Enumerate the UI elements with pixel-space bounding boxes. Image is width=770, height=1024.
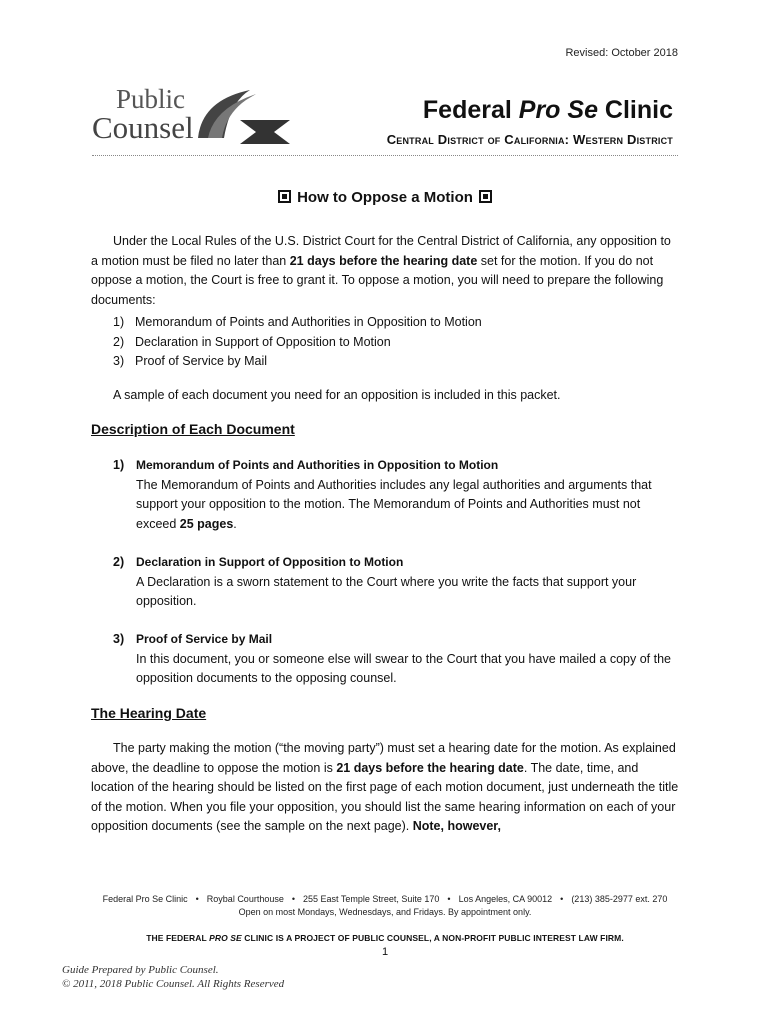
- intro-paragraph: Under the Local Rules of the U.S. District Court for the Central District of California, any opposition to a motion must be filed no later than 21 days before the hearing date set for the motion. If you do not oppose a motion, the Court is free to grant it. To oppose a motion, you will need to prepare the following documents:: [91, 234, 671, 307]
- list-item: 1) Memorandum of Points and Authorities in Opposition to Motion: [113, 315, 482, 329]
- square-bullet-icon: [479, 190, 492, 203]
- description-item: 2) Declaration in Support of Opposition to Motion A Declaration is a sworn statement to the Court where you write the facts that support your opposition.: [113, 553, 673, 612]
- footer-line2: Open on most Mondays, Wednesdays, and Fridays. By appointment only.: [238, 907, 532, 917]
- footer-project-note: THE FEDERAL PRO SE CLINIC IS A PROJECT OF PUBLIC COUNSEL, A NON-PROFIT PUBLIC INTEREST LAW FIRM.: [146, 933, 624, 943]
- heading-text: How to Oppose a Motion: [297, 189, 473, 206]
- logo-line1: Public: [116, 84, 186, 114]
- revised-date: Revised: October 2018: [565, 47, 678, 59]
- description-item: 3) Proof of Service by Mail In this document, you or someone else will swear to the Court that you have mailed a copy of the opposition documents to the opposing counsel.: [113, 630, 673, 689]
- footer-line1: Federal Pro Se Clinic • Roybal Courthouse • 255 East Temple Street, Suite 170 • Los Angeles, CA 90012 • (213) 385-2977 ext. 270: [102, 894, 668, 904]
- item-text: The Memorandum of Points and Authorities includes any legal authorities and arguments that support your opposition to the motion. The Memorandum of Points and Authorities must not exceed 25 pages.: [136, 477, 652, 531]
- item-heading: Declaration in Support of Opposition to Motion: [136, 555, 404, 569]
- documents-list: [113, 313, 673, 372]
- public-counsel-logo: [90, 80, 295, 144]
- section-title-hearing: The Hearing Date: [91, 705, 207, 721]
- clinic-title: Federal Pro Se Clinic: [422, 96, 673, 124]
- guide-credit: Guide Prepared by Public Counsel. © 2011, 2018 Public Counsel. All Rights Reserved: [62, 964, 285, 990]
- page-number: 1: [381, 946, 389, 958]
- document-heading: [0, 189, 770, 206]
- item-text: In this document, you or someone else will swear to the Court that you have mailed a copy of the opposition documents to the opposing counsel.: [136, 651, 672, 685]
- list-item: 2) Declaration in Support of Opposition to Motion: [113, 334, 391, 349]
- section-title-description: Description of Each Document: [91, 421, 295, 437]
- item-heading: Proof of Service by Mail: [136, 632, 273, 646]
- sample-note: A sample of each document you need for an opposition is included in this packet.: [113, 388, 561, 402]
- logo-line2: Counsel: [92, 110, 194, 144]
- item-text: A Declaration is a sworn statement to the Court where you write the facts that support your opposition.: [136, 574, 637, 608]
- header-divider: [92, 155, 678, 156]
- clinic-subtitle: Central District of California: Western District: [386, 132, 673, 147]
- item-heading: Memorandum of Points and Authorities in Opposition to Motion: [136, 458, 499, 472]
- square-bullet-icon: [278, 190, 291, 203]
- description-item: 1) Memorandum of Points and Authorities in Opposition to Motion The Memorandum of Points and Authorities includes any legal authorities and arguments that support your opposition to the motion. The Memorandum of Points and Authorities must not exceed 25 pages.: [113, 456, 673, 534]
- hearing-paragraph: The party making the motion (“the moving party”) must set a hearing date for the motion. As explained above, the deadline to oppose the motion is 21 days before the hearing date. The date, time, and location of the hearing should be listed on the first page of each motion document, just underneath the title of the motion. When you file your opposition, you should list the same hearing information on each of your opposition documents (see the sample on the next page). Note, however,: [91, 741, 679, 833]
- footer-contact: [0, 893, 770, 919]
- list-item: 3) Proof of Service by Mail: [113, 354, 267, 368]
